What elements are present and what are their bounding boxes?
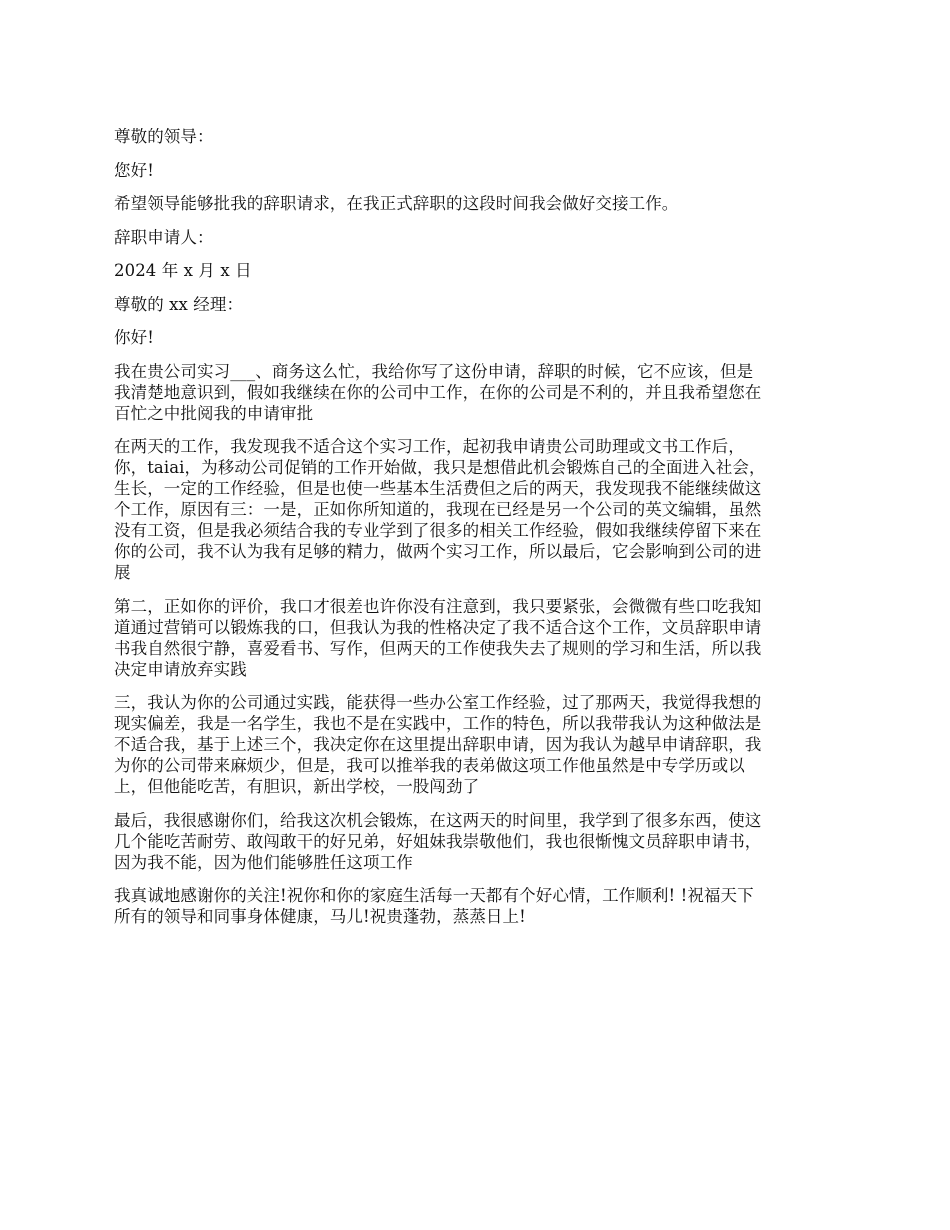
text-line: 因为我不能，因为他们能够胜任这项工作 xyxy=(114,852,413,872)
text-line: 我真诚地感谢你的关注!祝你和你的家庭生活每一天都有个好心情，工作顺利! !祝福天下 xyxy=(114,886,754,905)
text-line: 三，我认为你的公司通过实践，能获得一些办公室工作经验，过了那两天，我觉得我想的 xyxy=(114,693,762,712)
paragraph xyxy=(114,327,838,348)
paragraph xyxy=(114,810,838,873)
text-line: 所有的领导和同事身体健康，马儿!祝贵蓬勃，蒸蒸日上! xyxy=(114,907,526,926)
text-line: 我在贵公司实习___、商务这么忙，我给你写了这份申请，辞职的时候，它不应该，但是 xyxy=(114,361,754,381)
paragraph xyxy=(114,160,838,181)
paragraph xyxy=(114,436,838,583)
text-line: 个工作，原因有三：一是，正如你所知道的，我现在已经是另一个公司的英文编辑，虽然 xyxy=(114,500,762,519)
paragraph xyxy=(114,227,838,248)
text-line: 书我自然很宁静，喜爱看书、写作，但两天的工作使我失去了规则的学习和生活，所以我 xyxy=(114,638,762,658)
text-line: 道通过营销可以锻炼我的口，但我认为我的性格决定了我不适合这个工作，文员辞职申请 xyxy=(114,617,762,637)
paragraph xyxy=(114,193,838,214)
text-line: 几个能吃苦耐劳、敢闯敢干的好兄弟，好姐妹我崇敬他们，我也很惭愧文员辞职申请书， xyxy=(114,831,762,851)
paragraph xyxy=(114,596,838,680)
paragraph xyxy=(114,126,838,147)
text-line: 尊敬的领导： xyxy=(114,127,214,146)
text-line: 百忙之中批阅我的申请审批 xyxy=(114,403,314,423)
text-line: 在两天的工作，我发现我不适合这个实习工作，起初我申请贵公司助理或文书工作后， xyxy=(114,437,745,456)
text-line: 辞职申请人： xyxy=(114,227,214,247)
text-line: 最后，我很感谢你们，给我这次机会锻炼，在这两天的时间里，我学到了很多东西，使这 xyxy=(114,810,762,830)
text-line: 你，taiai，为移动公司促销的工作开始做，我只是想借此机会锻炼自己的全面进入社会， xyxy=(114,458,766,477)
paragraph xyxy=(114,294,838,315)
text-line: 没有工资，但是我必须结合我的专业学到了很多的相关工作经验，假如我继续停留下来在 xyxy=(114,521,762,540)
text-line: 尊敬的 xx 经理： xyxy=(114,294,244,314)
text-line: 不适合我，基于上述三个，我决定你在这里提出辞职申请，因为我认为越早申请辞职，我 xyxy=(114,735,762,754)
text-line: 你的公司，我不认为我有足够的精力，做两个实习工作，所以最后，它会影响到公司的进 xyxy=(114,542,762,561)
text-line: 您好! xyxy=(114,160,154,180)
text-line: 希望领导能够批我的辞职请求，在我正式辞职的这段时间我会做好交接工作。 xyxy=(114,194,679,213)
text-line: 2024 年 x 月 x 日 xyxy=(114,261,252,280)
text-line: 现实偏差，我是一名学生，我也不是在实践中，工作的特色，所以我带我认为这种做法是 xyxy=(114,714,762,733)
text-line: 第二，正如你的评价，我口才很差也许你没有注意到，我只要紧张，会微微有些口吃我知 xyxy=(114,596,762,616)
paragraph xyxy=(114,260,838,281)
paragraph xyxy=(114,692,838,797)
text-line: 决定申请放弃实践 xyxy=(114,659,247,679)
text-line: 生长，一定的工作经验，但是也使一些基本生活费但之后的两天，我发现我不能继续做这 xyxy=(114,479,762,498)
text-line: 上，但他能吃苦，有胆识，新出学校，一股闯劲了 xyxy=(114,777,480,796)
text-line: 我清楚地意识到，假如我继续在你的公司中工作，在你的公司是不利的，并且我希望您在 xyxy=(114,382,762,402)
paragraph xyxy=(114,885,838,927)
text-line: 展 xyxy=(114,563,131,582)
paragraph xyxy=(114,361,838,424)
text-line: 为你的公司带来麻烦少，但是，我可以推举我的表弟做这项工作他虽然是中专学历或以 xyxy=(114,756,745,775)
text-line: 你好! xyxy=(114,328,154,347)
